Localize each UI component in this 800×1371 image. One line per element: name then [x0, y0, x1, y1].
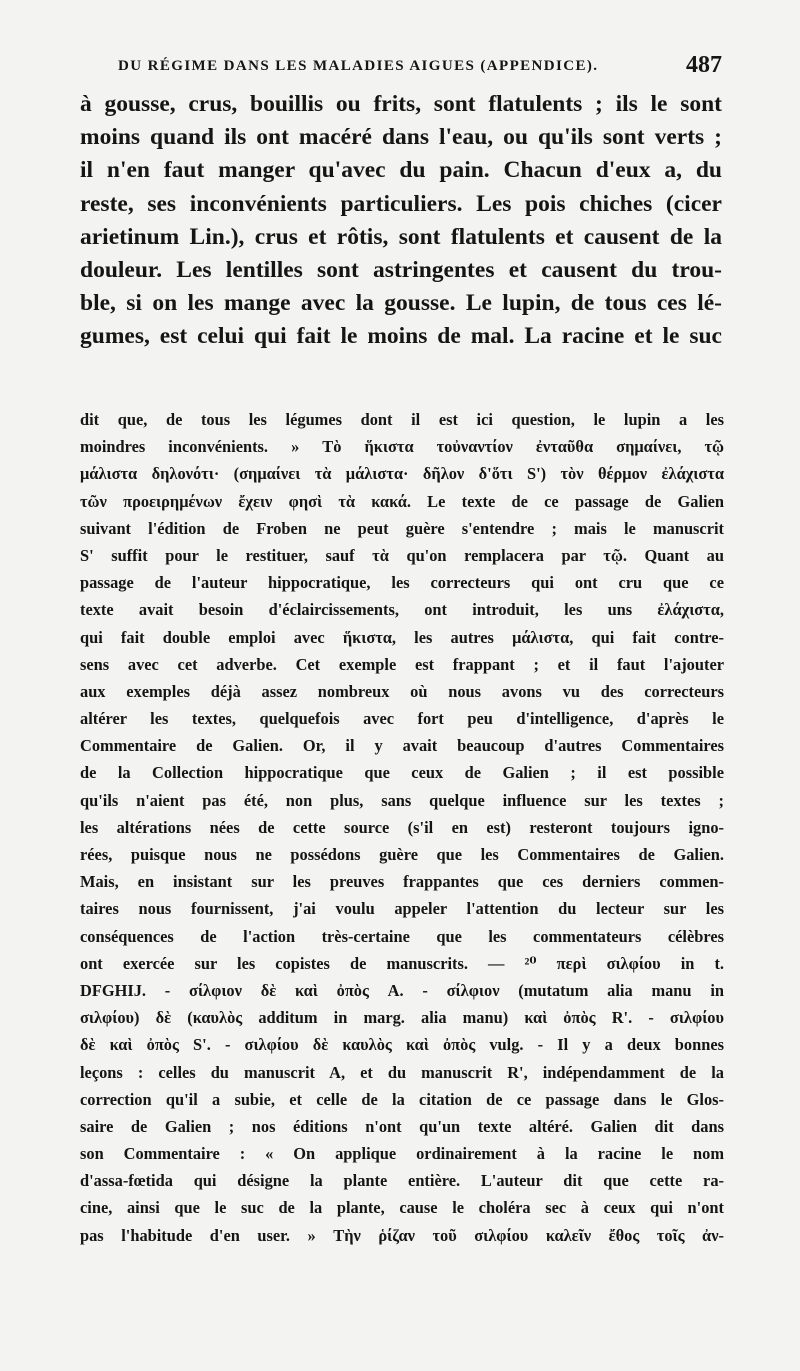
footnote-line: δὲ καὶ ὀπὸς S'. - σιλφίου δὲ καυλὸς καὶ ὀπὸς vulg. - Il y a deux bonnes	[80, 1035, 724, 1055]
footnote-line: dit que, de tous les légumes dont il est ici question, le lupin a les	[80, 410, 724, 429]
footnote-line: qui fait double emploi avec ἥκιστα, les autres μάλιστα, qui fait contre-	[80, 627, 724, 647]
main-text-block	[80, 88, 722, 354]
footnote-line: aux exemples déjà assez nombreux où nous avons vu des correcteurs	[80, 681, 724, 701]
footnote-line: altérer les textes, quelquefois avec fort peu d'intelligence, d'après le	[80, 709, 724, 729]
footnote-line: passage de l'auteur hippocratique, les correcteurs qui ont cru que ce	[80, 573, 724, 593]
main-text-line: douleur. Les lentilles sont astringentes et causent du trou-	[80, 256, 722, 283]
footnote-line: les altérations nées de cette source (s'il en est) resteront toujours igno-	[80, 817, 724, 837]
footnote-line: qu'ils n'aient pas été, non plus, sans quelque influence sur les textes ;	[80, 790, 724, 810]
footnote-line: moindres inconvénients. » Τὸ ἥκιστα τοὐναντίον ἐνταῦθα σημαίνει, τῷ	[80, 437, 724, 457]
footnote-line: τῶν προειρημένων ἔχειν φησὶ τὰ κακά. Le texte de ce passage de Galien	[80, 491, 724, 511]
footnote-line: texte avait besoin d'éclaircissements, ont introduit, les uns ἐλάχιστα,	[80, 600, 724, 620]
main-text-line: gumes, est celui qui fait le moins de mal. La racine et le suc	[80, 323, 722, 350]
footnote-line: pas l'habitude d'en user. » Τὴν ῥίζαν τοῦ σιλφίου καλεῖν ἔθος τοῖς ἀν-	[80, 1225, 724, 1245]
main-text-line: arietinum Lin.), crus et rôtis, sont flatulents et causent de la	[80, 223, 722, 250]
footnote-line: sens avec cet adverbe. Cet exemple est frappant ; et il faut l'ajouter	[80, 654, 724, 674]
running-head: DU RÉGIME DANS LES MALADIES AIGUES (APPENDICE).	[118, 58, 599, 74]
footnote-line: son Commentaire : « On applique ordinairement à la racine le nom	[80, 1144, 724, 1164]
footnote-line: cine, ainsi que le suc de la plante, cause le choléra sec à ceux qui n'ont	[80, 1198, 724, 1218]
footnote-line: σιλφίου) δὲ (καυλὸς additum in marg. alia manu) καὶ ὀπὸς R'. - σιλφίου	[80, 1008, 724, 1028]
main-text-line: ble, si on les mange avec la gousse. Le lupin, de tous ces lé-	[80, 290, 722, 317]
main-text-line: reste, ses inconvénients particuliers. Les pois chiches (cicer	[80, 190, 722, 217]
footnote-line: d'assa-fœtida qui désigne la plante entière. L'auteur dit que cette ra-	[80, 1171, 724, 1191]
footnote-line: conséquences de l'action très-certaine que les commentateurs célèbres	[80, 926, 724, 946]
footnote-line: S' suffit pour le restituer, sauf τὰ qu'on remplacera par τῷ. Quant au	[80, 545, 724, 565]
page-header	[82, 52, 722, 84]
footnote-line: de la Collection hippocratique que ceux de Galien ; il est possible	[80, 763, 724, 783]
footnote-line: ont exercée sur les copistes de manuscrits. — ²⁰ περὶ σιλφίου in t.	[80, 953, 724, 973]
footnote-line: Commentaire de Galien. Or, il y avait beaucoup d'autres Commentaires	[80, 736, 724, 756]
footnote-line: rées, puisque nous ne possédons guère que les Commentaires de Galien.	[80, 845, 724, 864]
page-number: 487	[686, 52, 722, 78]
footnote-line: Mais, en insistant sur les preuves frappantes que ces derniers commen-	[80, 872, 724, 892]
footnote-line: saire de Galien ; nos éditions n'ont qu'un texte altéré. Galien dit dans	[80, 1116, 724, 1136]
footnote-line: suivant l'édition de Froben ne peut guère s'entendre ; mais le manuscrit	[80, 518, 724, 538]
main-text-line: il n'en faut manger qu'avec du pain. Chacun d'eux a, du	[80, 157, 722, 184]
footnote-line: DFGHIJ. - σίλφιον δὲ καὶ ὀπὸς A. - σίλφιον (mutatum alia manu in	[80, 980, 724, 1000]
main-text-line: à gousse, crus, bouillis ou frits, sont flatulents ; ils le sont	[80, 91, 722, 117]
footnote-block	[80, 406, 724, 1249]
footnote-line: μάλιστα δηλονότι· (σημαίνει τὰ μάλιστα· δῆλον δ'ὅτι S') τὸν θέρμον ἐλάχιστα	[80, 464, 724, 484]
footnote-line: leçons : celles du manuscrit A, et du manuscrit R', indépendamment de la	[80, 1062, 724, 1082]
main-text-line: moins quand ils ont macéré dans l'eau, ou qu'ils sont verts ;	[80, 124, 722, 151]
footnote-line: correction qu'il a subie, et celle de la citation de ce passage dans le Glos-	[80, 1089, 724, 1109]
footnote-line: taires nous fournissent, j'ai voulu appeler l'attention du lecteur sur les	[80, 899, 724, 919]
